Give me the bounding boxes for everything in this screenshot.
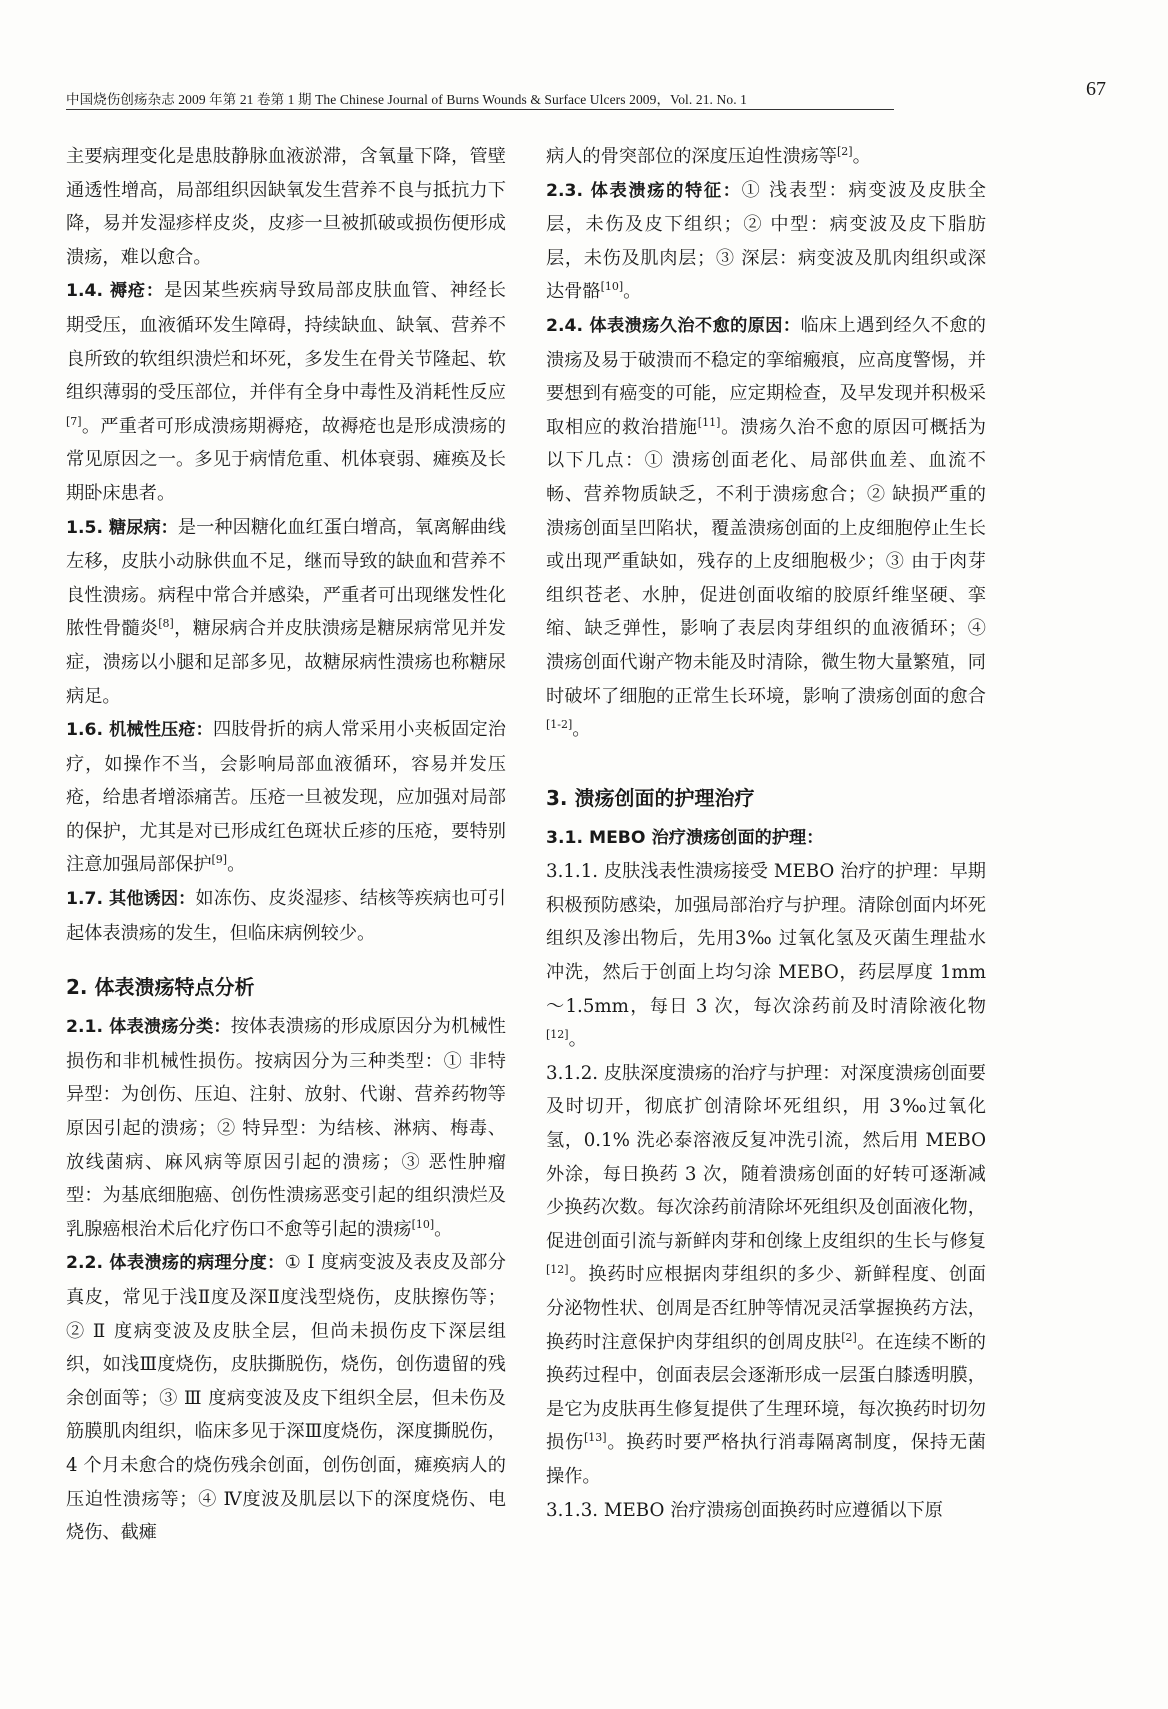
paragraph-1-4: 1.4. 褥疮：是因某些疾病导致局部皮肤血管、神经长期受压，血液循环发生障碍，持续缺血、缺氧、营养不良所致的软组织溃烂和坏死，多发生在骨关节隆起、软组织薄弱的受压部位，并伴有全身中毒性及消耗性反应[7]。严重者可形成溃疡期褥疮，故褥疮也是形成溃疡的常见原因之一。多见于病情危重、机体衰弱、瘫痪及长期卧床患者。 [66,280,506,504]
citation: [13] [583,1431,607,1445]
header-rule [66,109,894,110]
left-column [66,140,506,1550]
paragraph-3-1-3: 3.1.3. MEBO 治疗溃疡创面换药时应遵循以下原 [546,1499,943,1521]
citation: [10] [411,1217,435,1231]
page-number: 67 [1086,78,1106,100]
citation: [12] [546,1263,569,1277]
paragraph-2-2: 2.2. 体表溃疡的病理分度：① Ⅰ 度病变波及表皮及部分真皮，常见于浅Ⅱ度及深Ⅱ度浅型烧伤，皮肤擦伤等；② Ⅱ 度病变波及皮肤全层，但尚未损伤皮下深层组织，如浅Ⅲ度烧伤，皮肤撕脱伤，烧伤，创伤遗留的残余创面等；③ Ⅲ 度病变波及皮下组织全层，但未伤及筋膜肌肉组织，临床多见于深Ⅲ度烧伤，深度撕脱伤，4 个月未愈合的烧伤残余创面，创伤创面，瘫痪病人的压迫性溃疡等；④ Ⅳ度波及肌层以下的深度烧伤、电烧伤、截瘫 [66,1252,506,1544]
subsection-heading: 2.2. 体表溃疡的病理分度： [66,1253,285,1274]
paragraph-2-1: 2.1. 体表溃疡分类：按体表溃疡的形成原因分为机械性损伤和非机械性损伤。按病因分为三种类型：① 非特异型：为创伤、压迫、注射、放射、代谢、营养药物等原因引起的溃疡；② 特异型：为结核、淋病、梅毒、放线菌病、麻风病等原因引起的溃疡；③ 恶性肿瘤型：为基底细胞癌、创伤性溃疡恶变引起的组织溃烂及乳腺癌根治术后化疗伤口不愈等引起的溃疡[10]。 [66,1016,506,1240]
citation: [11] [697,415,721,429]
citation: [8] [158,617,174,631]
subsection-heading: 2.1. 体表溃疡分类： [66,1017,231,1038]
citation: [2] [837,144,853,158]
citation: [10] [600,280,624,294]
running-header [66,78,1106,112]
paragraph-intro: 主要病理变化是患肢静脉血液淤滞，含氧量下降，管壁通透性增高，局部组织因缺氧发生营养不良与抵抗力下降，易并发湿疹样皮炎，皮疹一旦被抓破或损伤便形成溃疡，难以愈合。 [66,146,506,268]
paragraph-1-7: 1.7. 其他诱因：如冻伤、皮炎湿疹、结核等疾病也可引起体表溃疡的发生，但临床病例较少。 [66,888,506,944]
section-heading-2: 2. 体表溃疡特点分析 [66,975,255,1000]
citation: [9] [211,853,228,867]
citation: [7] [66,414,82,428]
citation: [2] [841,1330,857,1344]
subsection-heading: 1.7. 其他诱因： [66,889,196,910]
paragraph-3-1-2: 3.1.2. 皮肤深度溃疡的治疗与护理：对深度溃疡创面要及时切开，彻底扩创清除坏死组织，用 3‰过氧化氢，0.1% 洗必泰溶液反复冲洗引流，然后用 MEBO 外涂，每日换药 3 次，随着溃疡创面的好转可逐渐减少换药次数。每次涂药前清除坏死组织及创面液化物，促进创面引流与新鲜肉芽和创缘上皮组织的生长与修复[12]。换药时应根据肉芽组织的多少、新鲜程度、创面分泌物性状、创周是否红肿等情况灵活掌握换药方法，换药时注意保护肉芽组织的创周皮肤[2]。在连续不断的换药过程中，创面表层会逐渐形成一层蛋白膝透明膜，是它为皮肤再生修复提供了生理环境，每次换药时切勿损伤[13]。换药时要严格执行消毒隔离制度，保持无菌操作。 [546,1062,986,1487]
journal-citation-line: 中国烧伤创疡杂志 2009 年第 21 卷第 1 期 The Chinese Journal of Burns Wounds & Surface Ulcers 2009，Vol. 21. No. 1 [66,92,748,107]
paragraph-2-3: 2.3. 体表溃疡的特征：① 浅表型：病变波及皮肤全层，未伤及皮下组织；② 中型：病变波及皮下脂肪层，未伤及肌肉层；③ 深层：病变波及肌肉组织或深达骨骼[10]。 [546,179,986,303]
subsection-heading: 1.6. 机械性压疮： [66,720,214,741]
subsection-heading: 2.3. 体表溃疡的特征： [546,180,742,201]
paragraph-1-5: 1.5. 糖尿病：是一种因糖化血红蛋白增高，氧离解曲线左移，皮肤小动脉供血不足，继而导致的缺血和营养不良性溃疡。病程中常合并感染，严重者可出现继发性化脓性骨髓炎[8]，糖尿病合并皮肤溃疡是糖尿病常见并发症，溃疡以小腿和足部多见，故糖尿病性溃疡也称糖尿病足。 [66,516,506,707]
citation: [12] [546,1028,569,1042]
paragraph-1-6: 1.6. 机械性压疮：四肢骨折的病人常采用小夹板固定治疗，如操作不当，会影响局部血液循环，容易并发压疮，给患者增添痛苦。压疮一旦被发现，应加强对局部的保护，尤其是对已形成红色斑状丘疹的压疮，要特别注意加强局部保护[9]。 [66,719,506,876]
subsection-heading: 1.4. 褥疮： [66,281,164,302]
paragraph-3-1-heading [546,821,986,856]
section-heading-3: 3. 溃疡创面的护理治疗 [546,785,755,810]
paragraph-3-1-1: 3.1.1. 皮肤浅表性溃疡接受 MEBO 治疗的护理：早期积极预防感染，加强局部治疗与护理。清除创面内坏死组织及渗出物后，先用3‰ 过氧化氢及灭菌生理盐水冲洗，然后于创面上均匀涂 MEBO，药层厚度 1mm～1.5mm，每日 3 次，每次涂药前及时清除液化物[12]。 [546,861,986,1051]
right-column [546,140,986,1527]
subsection-heading: 1.5. 糖尿病： [66,517,178,538]
paragraph-continued: 病人的骨突部位的深度压迫性溃疡等[2]。 [546,144,871,167]
subsection-heading: 2.4. 体表溃疡久治不愈的原因： [546,315,801,336]
paragraph-2-4: 2.4. 体表溃疡久治不愈的原因：临床上遇到经久不愈的溃疡及易于破溃而不稳定的挛缩瘢痕，应高度警惕，并要想到有癌变的可能，应定期检查，及早发现并积极采取相应的救治措施[11]。溃疡久治不愈的原因可概括为以下几点：① 溃疡创面老化、局部供血差、血流不畅、营养物质缺乏，不利于溃疡愈合；② 缺损严重的溃疡创面呈凹陷状，覆盖溃疡创面的上皮细胞停止生长或出现严重缺如，残存的上皮细胞极少；③ 由于肉芽组织苍老、水肿，促进创面收缩的胶原纤维坚硬、挛缩、缺乏弹性，影响了表层肉芽组织的血液循环；④ 溃疡创面代谢产物未能及时清除，微生物大量繁殖，同时破坏了细胞的正常生长环境，影响了溃疡创面的愈合[1-2]。 [546,314,986,741]
citation: [1-2] [546,718,573,732]
subsection-heading: 3.1. MEBO 治疗溃疡创面的护理： [546,827,824,848]
